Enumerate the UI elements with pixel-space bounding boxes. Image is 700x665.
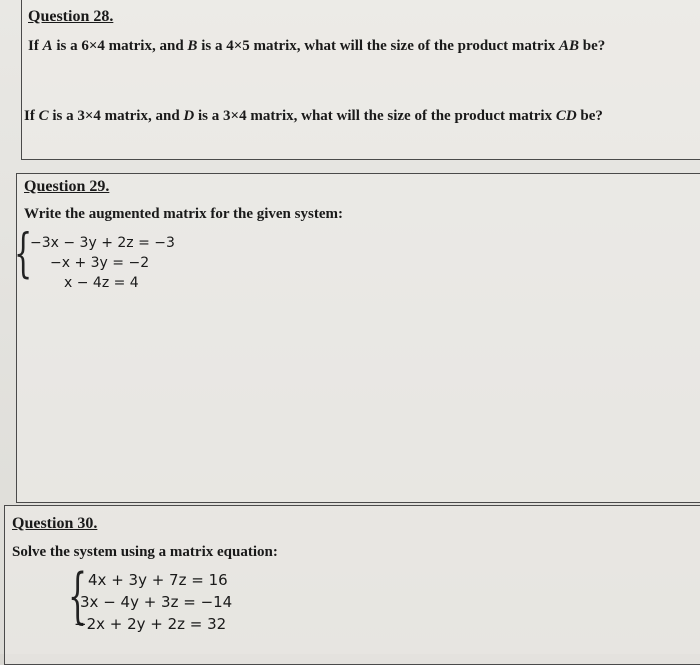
- question-30-prompt: Solve the system using a matrix equation:: [12, 544, 278, 560]
- question-29-title: Question 29.: [24, 178, 110, 195]
- question-30-equation-1: 4x + 3y + 7z = 16: [88, 571, 228, 589]
- question-29-prompt: Write the augmented matrix for the given system:: [24, 206, 343, 222]
- question-29-brace: {: [14, 224, 33, 284]
- question-30-equation-3: −2x + 2y + 2z = 32: [74, 615, 227, 633]
- question-28-box: [21, 0, 700, 160]
- question-28-part-1: If A is a 6×4 matrix, and B is a 4×5 matrix, what will the size of the product matrix AB be?: [28, 38, 606, 54]
- question-28-part-2: If C is a 3×4 matrix, and D is a 3×4 matrix, what will the size of the product matrix CD be?: [24, 108, 603, 124]
- question-30-brace: {: [68, 561, 88, 631]
- question-29-equation-3: x − 4z = 4: [64, 275, 139, 291]
- question-29-equation-2: −x + 3y = −2: [50, 255, 150, 271]
- question-30-equation-2: 3x − 4y + 3z = −14: [80, 593, 233, 611]
- question-28-title: Question 28.: [28, 8, 114, 25]
- question-29-equation-1: −3x − 3y + 2z = −3: [30, 235, 175, 251]
- question-30-title: Question 30.: [12, 515, 98, 532]
